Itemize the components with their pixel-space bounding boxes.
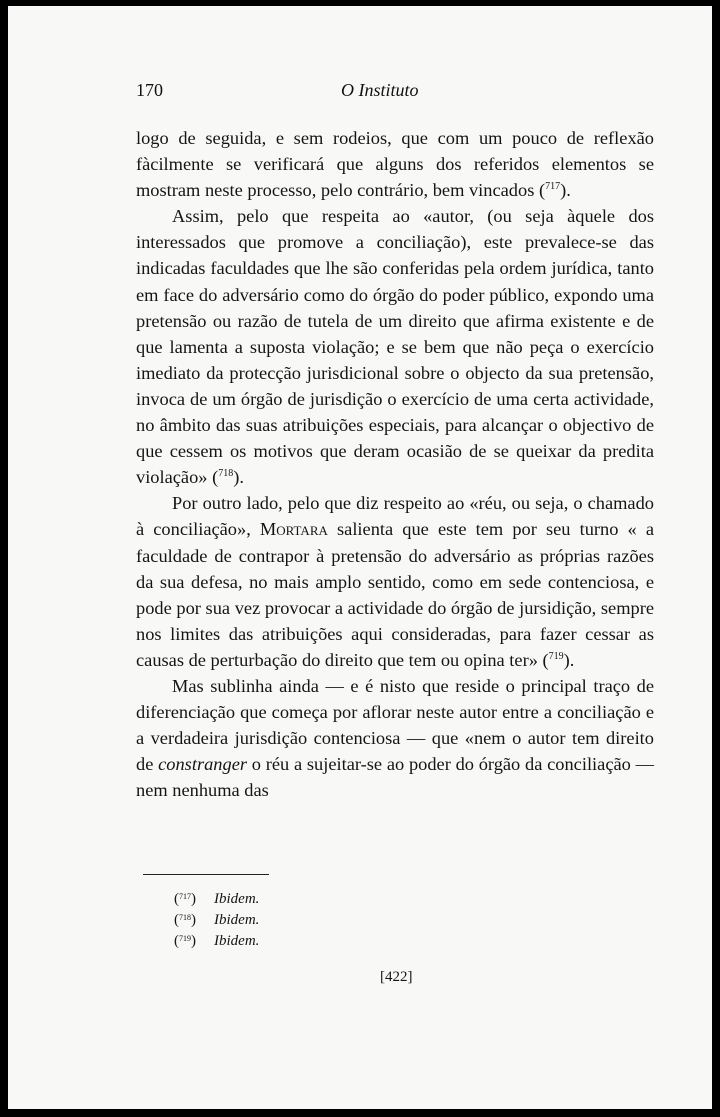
paragraph-3-text-a: Por outro lado, pelo que diz respeito ao «réu, ou seja, o chamado à conciliação», <box>136 493 654 540</box>
footnote-number: ($^{719}$) <box>174 933 196 949</box>
footnote <box>174 931 259 952</box>
paragraph-3 <box>136 490 654 673</box>
note-ref-719: 719 <box>548 650 564 662</box>
note-ref-718: 718 <box>218 468 234 480</box>
paragraph-1 <box>136 125 654 203</box>
folio-number: [422] <box>380 969 413 985</box>
footnote-text: Ibidem. <box>214 912 260 928</box>
book-page <box>8 6 712 1109</box>
page-number: 170 <box>136 80 163 100</box>
page-header <box>136 80 654 106</box>
body-text <box>136 125 654 803</box>
footnote-text: Ibidem. <box>214 933 260 949</box>
footnote-number: ($^{717}$) <box>174 891 196 907</box>
paragraph-4-text-b: o réu a sujeitar-se ao poder do órgão da conciliação — nem nenhuma das <box>136 754 654 801</box>
paragraph-4-text-a: Mas sublinha ainda — e é nisto que reside o principal traço de diferenciação que começa por aflorar neste autor entre a conciliação e a verdadeira jurisdição contenciosa — que «nem o autor tem direito de <box>136 675 654 775</box>
footnote <box>174 889 259 910</box>
paragraph-2-text: Assim, pelo que respeita ao «autor, (ou seja àquele dos interessados que promove a conciliação), este prevalece-se das indicadas faculdades que lhe são conferidas pela ordem jurídica, tanto em face do adversário como do órgão do poder público, expondo uma pretensão ou razão de tutela de um direito que afirma existente e de que lamenta a suposta violação; e se bem que não peça o exercício imediato da protecção jurisdicional sobre o objecto da sua pretensão, invoca de um órgão de jurisdição o exercício de uma certa actividade, no âmbito das suas atribuições especiais, para alcançar o objectivo de que cessem os motivos que deram ocasião de se queixar da predita violação» ( <box>136 206 654 488</box>
footnotes <box>174 889 259 952</box>
paragraph-3-text-b: salienta que este tem por seu turno « a faculdade de contrapor à pretensão do adversário as próprias razões da sua defesa, no mais amplo sentido, como em sede contenciosa, e pode por sua vez provocar a actividade do órgão de jursidição, sempre nos limites das atribuições aqui consideradas, para fazer cessar as causas de perturbação do direito que tem ou opina ter» ( <box>136 519 654 670</box>
italic-term: constranger <box>158 754 248 775</box>
author-name: Mortara <box>259 519 328 540</box>
running-title: O Instituto <box>341 80 419 100</box>
paragraph-1-end: ). <box>560 180 571 201</box>
paragraph-2-end: ). <box>233 467 244 488</box>
note-ref-717: 717 <box>545 181 561 193</box>
footnote-number: ($^{718}$) <box>174 912 196 928</box>
footnote <box>174 910 259 931</box>
footnote-text: Ibidem. <box>214 891 260 907</box>
paragraph-4 <box>136 673 654 803</box>
footnote-divider <box>143 874 269 875</box>
paragraph-3-end: ). <box>563 649 575 670</box>
paragraph-1-text: logo de seguida, e sem rodeios, que com um pouco de reflexão fàcilmente se verificará que alguns dos referidos elementos se mostram neste processo, pelo contrário, bem vincados ( <box>136 128 654 201</box>
paragraph-2 <box>136 203 654 490</box>
